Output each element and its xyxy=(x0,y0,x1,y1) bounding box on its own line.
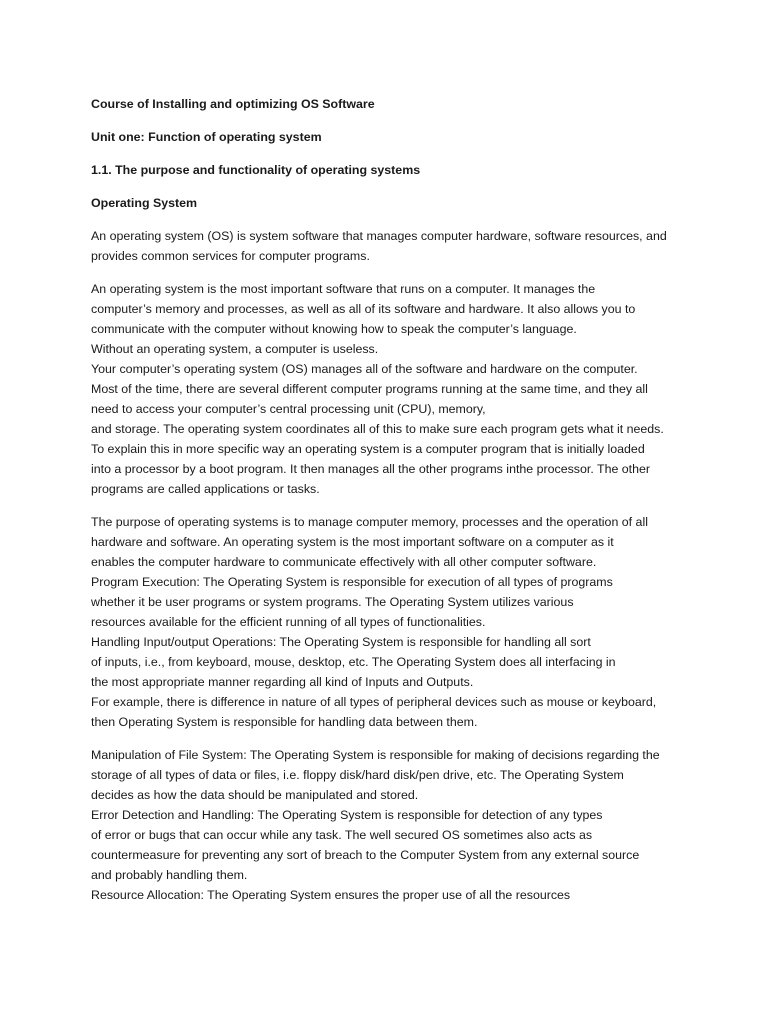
text-line: The purpose of operating systems is to manage computer memory, processes and the operation of all xyxy=(91,515,648,529)
subsection-title: Operating System xyxy=(91,196,198,210)
text-line: Most of the time, there are several different computer programs running at the same time, and they all xyxy=(91,382,648,396)
text-line: Handling Input/output Operations: The Operating System is responsible for handling all sort xyxy=(91,635,591,649)
unit-title: Unit one: Function of operating system xyxy=(91,130,322,144)
text-line: provides common services for computer programs. xyxy=(91,249,370,263)
text-line: and storage. The operating system coordinates all of this to make sure each program gets what it needs. xyxy=(91,422,664,436)
paragraph-3 xyxy=(91,512,708,732)
text-line: of inputs, i.e., from keyboard, mouse, desktop, etc. The Operating System does all interfacing in xyxy=(91,655,616,669)
text-line: Your computer’s operating system (OS) manages all of the software and hardware on the computer. xyxy=(91,362,638,376)
text-line: hardware and software. An operating system is the most important software on a computer as it xyxy=(91,535,614,549)
paragraph-1 xyxy=(91,226,708,266)
text-line: need to access your computer’s central processing unit (CPU), memory, xyxy=(91,402,486,416)
text-line: the most appropriate manner regarding all kind of Inputs and Outputs. xyxy=(91,675,474,689)
text-line: storage of all types of data or files, i.e. floppy disk/hard disk/pen drive, etc. The Operating System xyxy=(91,768,624,782)
text-line: computer’s memory and processes, as well as all of its software and hardware. It also allows you to xyxy=(91,302,636,316)
text-line: Without an operating system, a computer is useless. xyxy=(91,342,379,356)
text-line: To explain this in more specific way an operating system is a computer program that is initially loaded xyxy=(91,442,645,456)
text-line: decides as how the data should be manipulated and stored. xyxy=(91,788,419,802)
text-line: enables the computer hardware to communicate effectively with all other computer software. xyxy=(91,555,597,569)
text-line: and probably handling them. xyxy=(91,868,248,882)
course-title: Course of Installing and optimizing OS Software xyxy=(91,97,375,111)
text-line: Resource Allocation: The Operating System ensures the proper use of all the resources xyxy=(91,888,571,902)
text-line: Manipulation of File System: The Operating System is responsible for making of decisions regarding the xyxy=(91,748,660,762)
text-line: communicate with the computer without knowing how to speak the computer’s language. xyxy=(91,322,577,336)
text-line: Error Detection and Handling: The Operating System is responsible for detection of any types xyxy=(91,808,603,822)
section-title: 1.1. The purpose and functionality of operating systems xyxy=(91,163,421,177)
text-line: programs are called applications or tasks. xyxy=(91,482,320,496)
text-line: For example, there is difference in nature of all types of peripheral devices such as mouse or keyboard, xyxy=(91,695,657,709)
paragraph-2 xyxy=(91,279,708,499)
text-line: then Operating System is responsible for handling data between them. xyxy=(91,715,478,729)
text-line: resources available for the efficient running of all types of functionalities. xyxy=(91,615,486,629)
text-line: countermeasure for preventing any sort of breach to the Computer System from any external source xyxy=(91,848,640,862)
text-line: An operating system is the most important software that runs on a computer. It manages the xyxy=(91,282,596,296)
body-text xyxy=(91,226,708,905)
text-line: of error or bugs that can occur while any task. The well secured OS sometimes also acts as xyxy=(91,828,593,842)
paragraph-4 xyxy=(91,745,708,905)
text-line: Program Execution: The Operating System is responsible for execution of all types of programs xyxy=(91,575,613,589)
text-line: An operating system (OS) is system software that manages computer hardware, software resources, and xyxy=(91,229,667,243)
text-line: whether it be user programs or system programs. The Operating System utilizes various xyxy=(91,595,574,609)
text-line: into a processor by a boot program. It then manages all the other programs inthe processor. The other xyxy=(91,462,651,476)
